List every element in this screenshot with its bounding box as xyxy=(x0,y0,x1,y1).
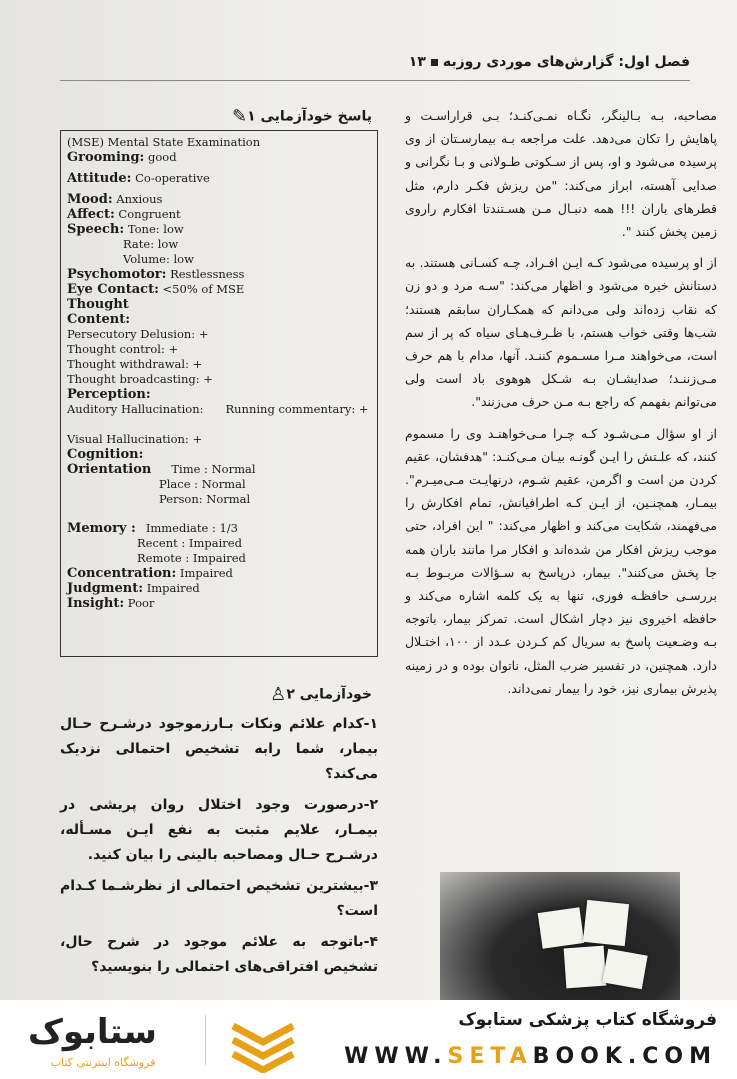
paragraph-1: مصاحبه، بـه بـالینگر، نگـاه نمـی‌کنـد؛ بـی قراراسـت و پاهایش را تکان می‌دهد. علت مراجعه بـه بیمارسـتان از وی پرسیده می‌شود و او، پس از سـکوتی طـولانی و بـا نگرانی و صدایی آهسته، ابراز می‌کند: "من ریزش فکـر دارم، مثل قطرهای باران !!! همه دنبـال مـن هسـتندتا افکارم راروی زمین پخش کنند ". xyxy=(405,108,717,240)
pencil-icon: ✎ xyxy=(231,106,248,127)
self-test-2-title: خودآزمایی ۲♙ xyxy=(270,684,372,705)
mse-heading: (MSE) Mental State Examination xyxy=(67,135,261,149)
figure-icon: ♙ xyxy=(270,684,287,705)
judgment-value: Impaired xyxy=(143,581,200,595)
visual-hallucination: Visual Hallucination: + xyxy=(67,432,203,446)
grooming-value: good xyxy=(144,150,177,164)
affect-value: Congruent xyxy=(114,207,181,221)
memory-remote: Remote : Impaired xyxy=(137,551,246,565)
thought-withdrawal: Thought withdrawal: + xyxy=(67,357,203,371)
concentration-value: Impaired xyxy=(176,566,233,580)
sticky-note xyxy=(538,907,585,948)
mood-label: Mood: xyxy=(67,192,113,207)
logo-subtitle: فروشگاه اینترنتی کتاب xyxy=(50,1056,156,1069)
insight-label: Insight: xyxy=(67,596,125,611)
perception-label: Perception: xyxy=(67,387,151,402)
grooming-label: Grooming: xyxy=(67,150,145,165)
orientation-label: Orientation xyxy=(67,462,152,477)
memory-recent: Recent : Impaired xyxy=(137,536,242,550)
sticky-note xyxy=(583,900,629,946)
insight-value: Poor xyxy=(124,596,155,610)
logo-word: ستابوک xyxy=(28,1012,157,1052)
page-number: ۱۳ xyxy=(408,54,426,70)
affect-label: Affect: xyxy=(67,207,115,222)
question-3: ۳-بیشترین تشخیص احتمالی از نظرشـما کـدام است؟ xyxy=(60,878,378,919)
logo-divider xyxy=(205,1015,206,1065)
thought-broadcasting: Thought broadcasting: + xyxy=(67,372,213,386)
memory-immediate: Immediate : 1/3 xyxy=(145,521,239,535)
head-sticky-notes-photo xyxy=(440,872,680,1000)
store-name: فروشگاه کتاب پزشکی ستابوک xyxy=(458,1010,717,1030)
paragraph-2: از او پرسیده می‌شود کـه ایـن افـراد، چـه کسـانی هستند. به دستانش خیره می‌شود و اظهار می‌کند: "سـه مرد و دو زن که نقاب زده‌اند ولی می‌دانم که همکـاران سابقم هستند؛ شب‌ها وقتی خواب هستم، با ظـرف‌هـای سیاه که پر از سم است، می‌خواهند مـرا مسـموم کننـد. آنها، مدام با هم حرف مـی‌زننـد؛ صدایشـان بـه شـکل هوهوی باد است ولی می‌توانم بفهمم که راجع بـه مـن حرف می‌زنند". xyxy=(405,255,717,410)
self-test-1-title: پاسخ خودآزمایی ۱✎ xyxy=(231,106,372,127)
speech-label: Speech: xyxy=(67,222,125,237)
page-header xyxy=(60,46,690,81)
question-2: ۲-درصورت وجود اختلال روان پریشی در بیمـار، علایم مثبت به نفع ایـن مسـأله، درشـرح حـال ومصاحبه بالینی را بیان کنید. xyxy=(60,797,378,863)
persecutory-delusion: Persecutory Delusion: + xyxy=(67,327,209,341)
sticky-note xyxy=(564,946,607,989)
content-label: Content: xyxy=(67,312,131,327)
chevron-stack-icon xyxy=(228,1018,298,1073)
question-1: ۱-کدام علائم ونکات بـارزموجود درشـرح حـال بیمار، شما رابه تشخیص احتمالی نزدیک می‌کند؟ xyxy=(60,716,378,782)
store-url[interactable]: WWW.SETABOOK.COM xyxy=(344,1044,717,1069)
judgment-label: Judgment: xyxy=(67,581,144,596)
setabook-logo xyxy=(28,1012,278,1072)
question-4: ۴-باتوجه به علائم موجود در شرح حال، تشخیص افتراقی‌های احتمالی را بنویسید؟ xyxy=(60,934,378,975)
orientation-place: Place : Normal xyxy=(159,477,246,491)
sticky-note xyxy=(602,949,647,989)
orientation-person: Person: Normal xyxy=(159,492,251,506)
eye-contact-label: Eye Contact: xyxy=(67,282,159,297)
attitude-label: Attitude: xyxy=(67,171,132,186)
cognition-label: Cognition: xyxy=(67,447,144,462)
memory-label: Memory : xyxy=(67,521,136,536)
self-test-2-questions xyxy=(60,712,378,986)
store-footer xyxy=(0,1000,737,1079)
psychomotor-value: Restlessness xyxy=(166,267,245,281)
attitude-value: Co-operative xyxy=(131,171,210,185)
psychomotor-label: Psychomotor: xyxy=(67,267,167,282)
auditory-hallucination: Auditory Hallucination: xyxy=(67,402,204,416)
mood-value: Anxious xyxy=(112,192,163,206)
paragraph-3: از او سؤال مـی‌شـود کـه چـرا مـی‌خواهنـد وی را مسموم کنند، که علـتش را ایـن گونـه بیـان مـی‌کنـد: "هدفشان، عقیم کردن من است و اگرمن، عقیم شـوم، درنهایـت مـی‌میـرم". بیمـار، همچنـین، از ایـن کـه اطرافیانش، تمام افکارش را می‌فهمند، شکایت می‌کند و اظهار می‌کند: " این افراد، حتی موجب ریزش افکار من شده‌اند و افکار مرا مانند باران همه جا پخش می‌کنند". بیمار، درپاسخ به سـؤالات مربـوط بـه بررسـی حافظـه فوری، تنها به یک کلمه اشاره می‌کند و حافظه اخیروی نیز دچار اشکال است. تمرکز بیمار، باتوجه بـه وضـعیت پاسخ به سریال کم کـردن عـدد از ۱۰۰، اختـلال دارد. همچنین، در تفسیر ضرب المثل، ناتوان بوده و در زمینه پذیرش بیماری نیز، خود را بیمار نمی‌داند. xyxy=(405,425,717,696)
speech-rate: Rate: low xyxy=(123,237,179,251)
running-commentary: Running commentary: + xyxy=(225,402,369,416)
thought-control: Thought control: + xyxy=(67,342,179,356)
concentration-label: Concentration: xyxy=(67,566,177,581)
eye-contact-value: <50% of MSE xyxy=(158,282,245,296)
orientation-time: Time : Normal xyxy=(171,462,256,476)
speech-volume: Volume: low xyxy=(123,252,194,266)
speech-tone: Tone: low xyxy=(124,222,184,236)
chapter-title: فصل اول: گزارش‌های موردی روزبه۱۳ xyxy=(408,54,690,70)
mse-box xyxy=(60,130,378,657)
thought-label: Thought xyxy=(67,297,129,312)
square-bullet-icon xyxy=(431,59,438,66)
case-report-text xyxy=(405,104,717,708)
